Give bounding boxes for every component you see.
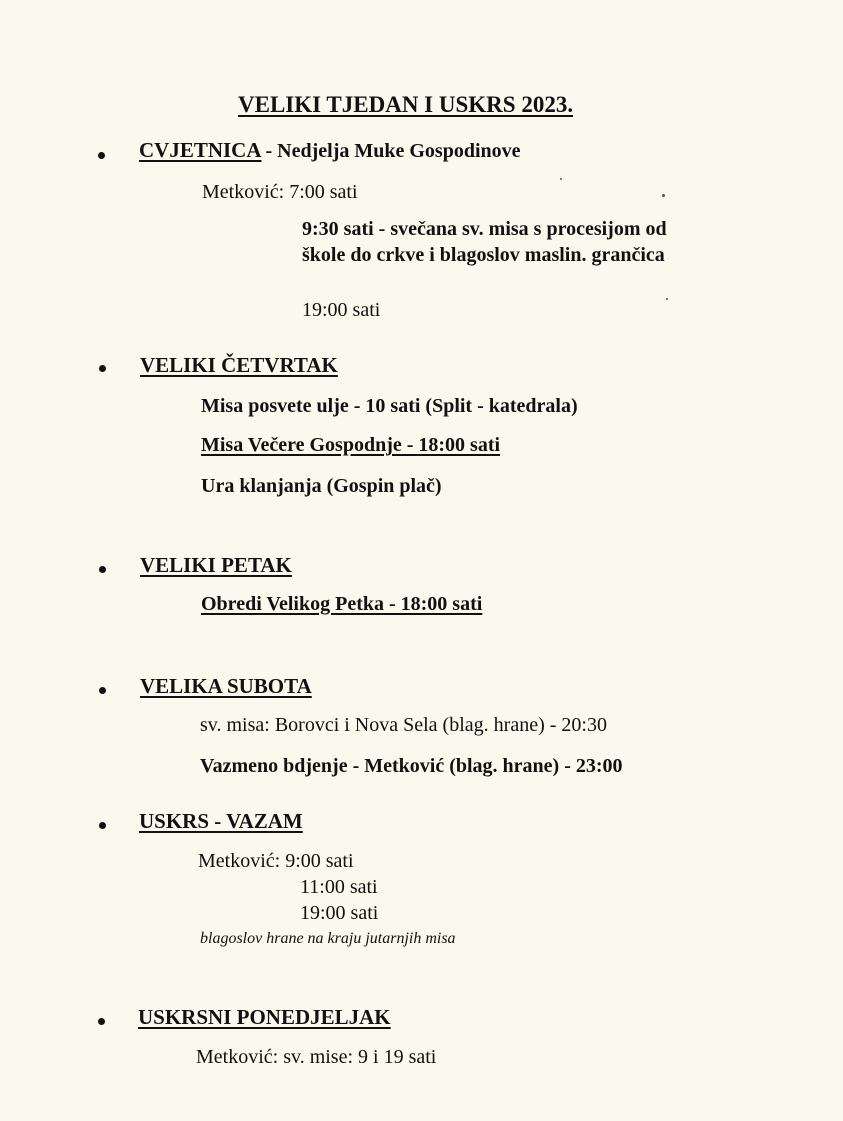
cvjetnica-line-3: škole do crkve i blagoslov maslin. grančica — [302, 244, 665, 266]
subota-line-1: sv. misa: Borovci i Nova Sela (blag. hrane) - 20:30 — [200, 714, 607, 736]
section-heading-petak: VELIKI PETAK — [140, 553, 292, 577]
section-cvjetnica — [139, 138, 521, 163]
cetvrtak-line-2: Misa Večere Gospodnje - 18:00 sati — [201, 434, 501, 456]
speck — [666, 298, 668, 300]
section-heading-uskrs: USKRS - VAZAM — [139, 809, 303, 833]
cetvrtak-line-3: Ura klanjanja (Gospin plač) — [201, 475, 442, 497]
bullet-icon — [98, 152, 105, 159]
cvjetnica-line-4: 19:00 sati — [302, 299, 381, 321]
speck — [560, 178, 562, 180]
uskrs-note: blagoslov hrane na kraju jutarnjih misa — [200, 930, 456, 947]
cvjetnica-line-2: 9:30 sati - svečana sv. misa s procesijom od — [302, 218, 667, 240]
bullet-icon — [98, 1018, 105, 1025]
uskrs-line-3: 19:00 sati — [300, 902, 379, 924]
bullet-icon — [99, 687, 106, 694]
ponedjeljak-line-1: Metković: sv. mise: 9 i 19 sati — [196, 1046, 437, 1068]
section-heading-cvjetnica: CVJETNICA — [139, 138, 262, 162]
section-subtitle-cvjetnica: - Nedjelja Muke Gospodinove — [265, 140, 521, 162]
section-heading-subota: VELIKA SUBOTA — [140, 674, 312, 698]
speck — [662, 194, 665, 197]
bullet-icon — [99, 566, 106, 573]
cetvrtak-line-1: Misa posvete ulje - 10 sati (Split - katedrala) — [201, 395, 578, 417]
page-title: VELIKI TJEDAN I USKRS 2023. — [238, 92, 574, 117]
subota-line-2: Vazmeno bdjenje - Metković (blag. hrane) - 23:00 — [200, 755, 623, 777]
uskrs-line-2: 11:00 sati — [300, 876, 378, 898]
section-heading-ponedjeljak: USKRSNI PONEDJELJAK — [138, 1005, 391, 1029]
bullet-icon — [99, 822, 106, 829]
section-heading-cetvrtak: VELIKI ČETVRTAK — [140, 353, 338, 377]
petak-line-1: Obredi Velikog Petka - 18:00 sati — [201, 593, 483, 615]
uskrs-line-1: Metković: 9:00 sati — [198, 850, 354, 872]
bullet-icon — [99, 365, 106, 372]
cvjetnica-line-1: Metković: 7:00 sati — [202, 181, 358, 203]
